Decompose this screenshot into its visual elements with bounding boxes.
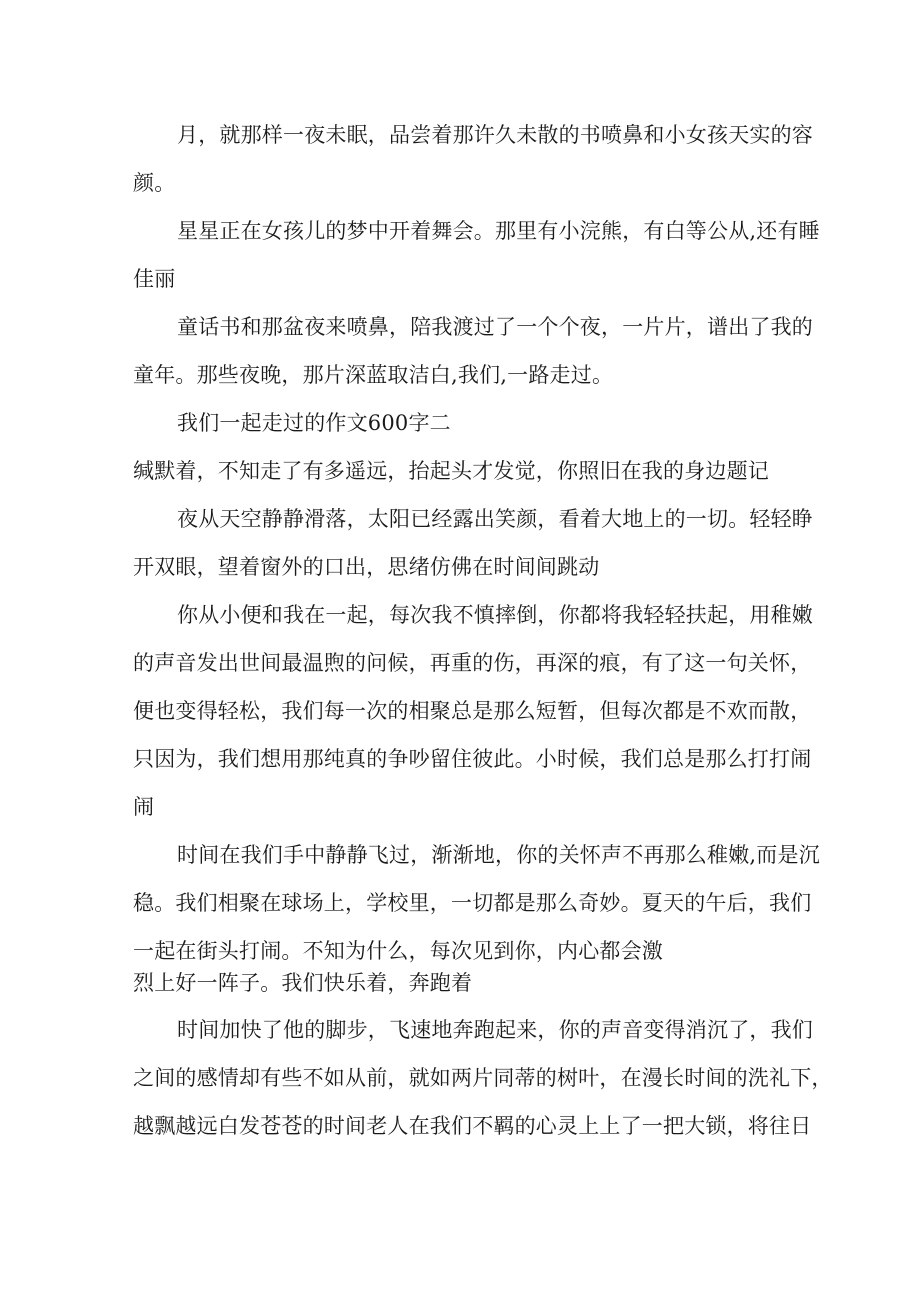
text-line: 你从小便和我在一起，每次我不慎摔倒，你都将我轻轻扶起，用稚嫩	[177, 603, 813, 627]
text-line: 烈上好一阵子。我们快乐着，奔跑着	[133, 971, 473, 995]
text-line: 时间在我们手中静静飞过，渐渐地，你的关怀声不再那么稚嫩,而是沉	[177, 843, 820, 867]
section-heading: 我们一起走过的作文600字二	[177, 411, 451, 435]
text-line: 童话书和那盆夜来喷鼻，陪我渡过了一个个夜，一片片，谱出了我的	[177, 315, 813, 339]
text-line: 稳。我们相聚在球场上，学校里，一切都是那么奇妙。夏天的午后，我们	[133, 891, 812, 915]
text-line: 月，就那样一夜未眠，品尝着那许久未散的书喷鼻和小女孩天实的容	[177, 123, 813, 147]
text-line: 夜从天空静静滑落，太阳已经露出笑颜，看着大地上的一切。轻轻睁	[177, 507, 813, 531]
text-line: 一起在街头打闹。不知为什么，每次见到你，内心都会激	[133, 939, 663, 963]
text-line: 便也变得轻松，我们每一次的相聚总是那么短暂，但每次都是不欢而散，	[133, 699, 812, 723]
text-line: 童年。那些夜晚，那片深蓝取洁白,我们,一路走过。	[133, 363, 614, 387]
text-line: 越飘越远白发苍苍的时间老人在我们不羁的心灵上上了一把大锁，将往日	[133, 1114, 812, 1138]
text-line: 开双眼，望着窗外的口出，思绪仿佛在时间间跳动	[133, 555, 600, 579]
text-line: 星星正在女孩儿的梦中开着舞会。那里有小浣熊，有白等公从,还有睡	[177, 219, 820, 243]
text-line: 只因为，我们想用那纯真的争吵留住彼此。小时候，我们总是那么打打闹	[133, 747, 812, 771]
text-line: 佳丽	[133, 267, 176, 291]
text-line: 缄默着，不知走了有多遥远，抬起头才发觉，你照旧在我的身边题记	[133, 459, 769, 483]
text-line: 时间加快了他的脚步，飞速地奔跑起来，你的声音变得消沉了，我们	[177, 1018, 813, 1042]
text-line: 闹	[133, 795, 155, 819]
text-line: 颜。	[133, 171, 176, 195]
text-line: 之间的感情却有些不如从前，就如两片同蒂的树叶，在漫长时间的洗礼下，	[133, 1066, 833, 1090]
text-line: 的声音发出世间最温煦的问候，再重的伤，再深的痕，有了这一句关怀，	[133, 651, 812, 675]
